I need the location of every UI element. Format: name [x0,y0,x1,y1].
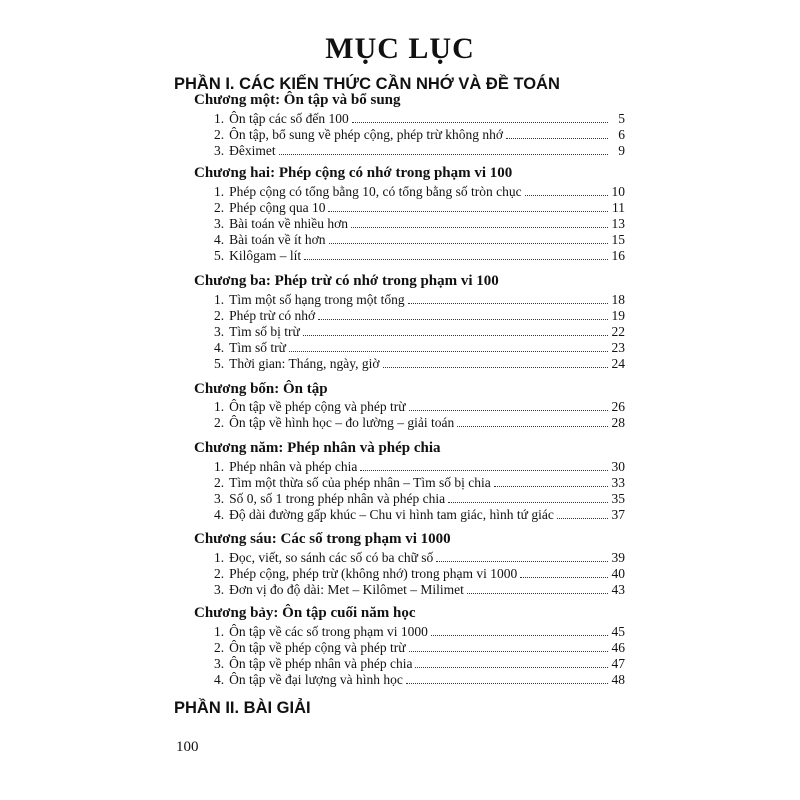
dot-leader [457,426,608,427]
entry-number: 2. [214,566,225,581]
entry-number: 2. [214,640,225,655]
entry-page: 35 [611,491,625,506]
entry-number: 2. [214,415,225,430]
dot-leader [448,502,608,503]
entry-page: 26 [611,399,625,414]
entry-number: 2. [214,475,225,490]
chapter-6-title: Chương sáu: Các số trong phạm vi 1000 [194,531,451,547]
entry-page: 30 [611,459,625,474]
entry-number: 4. [214,340,225,355]
dot-leader [318,319,608,320]
entry-number: 1. [214,184,225,199]
entry-page: 11 [612,200,625,215]
entry-label: Ôn tập về đại lượng và hình học [229,672,403,687]
toc-entry[interactable] [214,246,625,264]
dot-leader [409,651,608,652]
entry-number: 1. [214,624,225,639]
entry-label: Ôn tập, bổ sung về phép cộng, phép trừ không nhớ [229,127,504,142]
entry-page: 10 [611,184,625,199]
part-2-heading: PHẦN II. BÀI GIẢI [174,699,311,717]
entry-label: Đọc, viết, so sánh các số có ba chữ số [229,550,434,565]
entry-number: 3. [214,491,225,506]
page-number: 100 [176,739,199,755]
dot-leader [467,593,608,594]
entry-label: Ôn tập về hình học – đo lường – giải toán [229,415,455,430]
entry-page: 16 [611,248,625,263]
entry-label: Tìm số trừ [229,340,286,355]
entry-number: 5. [214,356,225,371]
dot-leader [351,227,608,228]
entry-page: 28 [611,415,625,430]
dot-leader [329,243,609,244]
dot-leader [406,683,608,684]
entry-label: Bài toán về ít hơn [229,232,326,247]
entry-page: 47 [611,656,625,671]
entry-number: 3. [214,324,225,339]
dot-leader [525,195,608,196]
dot-leader [557,518,608,519]
entry-page: 40 [611,566,625,581]
entry-number: 2. [214,200,225,215]
entry-label: Phép cộng, phép trừ (không nhớ) trong phạm vi 1000 [229,566,518,581]
entry-page: 23 [611,340,625,355]
entry-page: 6 [618,127,625,142]
chapter-7-title: Chương bảy: Ôn tập cuối năm học [194,605,416,621]
entry-page: 19 [611,308,625,323]
entry-number: 1. [214,399,225,414]
dot-leader [383,367,608,368]
chapter-2-title: Chương hai: Phép cộng có nhớ trong phạm vi 100 [194,165,513,181]
toc-entry[interactable] [214,670,625,688]
entry-label: Tìm một số hạng trong một tổng [229,292,405,307]
entry-number: 4. [214,232,225,247]
dot-leader [494,486,608,487]
entry-label: Thời gian: Tháng, ngày, giờ [229,356,380,371]
toc-entry[interactable] [214,141,625,159]
entry-page: 24 [611,356,625,371]
entry-number: 3. [214,656,225,671]
entry-label: Đêximet [229,143,276,158]
entry-number: 4. [214,507,225,522]
entry-label: Ôn tập các số đến 100 [229,111,349,126]
dot-leader [409,410,608,411]
dot-leader [415,667,608,668]
entry-label: Đơn vị đo độ dài: Met – Kilômet – Milimet [229,582,464,597]
entry-page: 39 [611,550,625,565]
dot-leader [431,635,608,636]
dot-leader [303,335,608,336]
entry-page: 37 [611,507,625,522]
chapter-1-title: Chương một: Ôn tập và bổ sung [194,92,401,108]
entry-page: 46 [611,640,625,655]
dot-leader [408,303,608,304]
dot-leader [279,154,608,155]
entry-label: Tìm số bị trừ [229,324,300,339]
entry-page: 33 [611,475,625,490]
entry-page: 9 [618,143,625,158]
entry-number: 3. [214,216,225,231]
entry-label: Bài toán về nhiều hơn [229,216,348,231]
entry-label: Phép trừ có nhớ [229,308,316,323]
dot-leader [352,122,608,123]
entry-page: 43 [611,582,625,597]
entry-label: Ôn tập về phép nhân và phép chia [229,656,413,671]
entry-label: Độ dài đường gấp khúc – Chu vi hình tam giác, hình tứ giác [229,507,554,522]
dot-leader [360,470,608,471]
toc-entry[interactable] [214,413,625,431]
dot-leader [506,138,608,139]
toc-entry[interactable] [214,354,625,372]
entry-number: 1. [214,459,225,474]
entry-page: 15 [611,232,625,247]
entry-number: 2. [214,308,225,323]
entry-page: 13 [611,216,625,231]
dot-leader [304,259,608,260]
part-1-heading: PHẦN I. CÁC KIẾN THỨC CẦN NHỚ VÀ ĐỀ TOÁN [174,75,560,93]
entry-page: 18 [611,292,625,307]
entry-label: Phép cộng có tổng bằng 10, có tổng bằng số tròn chục [229,184,522,199]
entry-label: Phép cộng qua 10 [229,200,326,215]
entry-label: Ôn tập về phép cộng và phép trừ [229,399,406,414]
entry-label: Ôn tập về phép cộng và phép trừ [229,640,406,655]
entry-number: 3. [214,143,225,158]
entry-number: 4. [214,672,225,687]
entry-number: 1. [214,292,225,307]
chapter-5-title: Chương năm: Phép nhân và phép chia [194,440,441,456]
entry-number: 3. [214,582,225,597]
entry-number: 1. [214,550,225,565]
entry-number: 2. [214,127,225,142]
entry-page: 48 [611,672,625,687]
entry-number: 1. [214,111,225,126]
toc-entry[interactable] [214,580,625,598]
entry-page: 45 [611,624,625,639]
entry-label: Phép nhân và phép chia [229,459,358,474]
entry-label: Kilôgam – lít [229,248,302,263]
entry-label: Ôn tập về các số trong phạm vi 1000 [229,624,428,639]
dot-leader [436,561,608,562]
entry-page: 5 [618,111,625,126]
entry-label: Số 0, số 1 trong phép nhân và phép chia [229,491,446,506]
entry-page: 22 [611,324,625,339]
chapter-4-title: Chương bốn: Ôn tập [194,381,328,397]
entry-number: 5. [214,248,225,263]
toc-entry[interactable] [214,505,625,523]
page-title: MỤC LỤC [325,32,475,65]
dot-leader [328,211,608,212]
dot-leader [289,351,608,352]
entry-label: Tìm một thừa số của phép nhân – Tìm số bị chia [229,475,491,490]
chapter-3-title: Chương ba: Phép trừ có nhớ trong phạm vi 100 [194,273,499,289]
dot-leader [520,577,608,578]
